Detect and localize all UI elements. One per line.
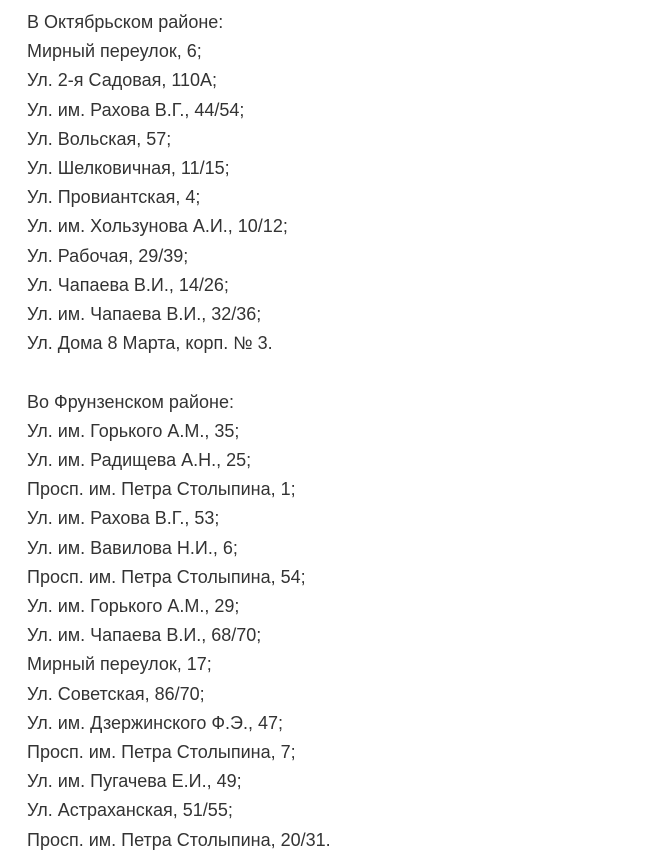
district-section bbox=[27, 8, 331, 358]
address-item: Мирный переулок, 17; bbox=[27, 654, 212, 675]
address-item: Ул. им. Рахова В.Г., 53; bbox=[27, 508, 220, 529]
address-item: Ул. им. Вавилова Н.И., 6; bbox=[27, 537, 238, 558]
address-item: Ул. им. Пугачева Е.И., 49; bbox=[27, 771, 242, 792]
address-item: Мирный переулок, 6; bbox=[27, 41, 202, 62]
address-item: Ул. Шелковичная, 11/15; bbox=[27, 158, 230, 179]
address-item: Ул. им. Рахова В.Г., 44/54; bbox=[27, 99, 245, 120]
address-item: Просп. им. Петра Столыпина, 1; bbox=[27, 479, 296, 500]
address-item: Ул. им. Горького А.М., 35; bbox=[27, 420, 240, 441]
district-heading: Во Фрунзенском районе: bbox=[27, 391, 234, 412]
address-item: Ул. им. Горького А.М., 29; bbox=[27, 596, 240, 617]
address-item: Просп. им. Петра Столыпина, 54; bbox=[27, 566, 306, 587]
district-heading: В Октябрьском районе: bbox=[27, 12, 224, 32]
address-item: Просп. им. Петра Столыпина, 7; bbox=[27, 742, 296, 763]
address-item: Ул. им. Хользунова А.И., 10/12; bbox=[27, 216, 288, 237]
address-item: Ул. Дома 8 Марта, корп. № 3. bbox=[27, 333, 273, 354]
address-item: Ул. им. Радищева А.Н., 25; bbox=[27, 450, 252, 471]
address-item: Ул. Советская, 86/70; bbox=[27, 683, 205, 704]
address-item: Ул. Чапаева В.И., 14/26; bbox=[27, 274, 229, 295]
address-item: Ул. им. Дзержинского Ф.Э., 47; bbox=[27, 712, 283, 733]
address-item: Ул. им. Чапаева В.И., 68/70; bbox=[27, 625, 262, 646]
address-item: Ул. 2-я Садовая, 110А; bbox=[27, 70, 218, 91]
address-item: Ул. им. Чапаева В.И., 32/36; bbox=[27, 304, 262, 325]
address-item: Ул. Провиантская, 4; bbox=[27, 187, 201, 208]
district-section bbox=[27, 388, 331, 855]
address-item: Ул. Вольская, 57; bbox=[27, 128, 172, 149]
address-item: Просп. им. Петра Столыпина, 20/31. bbox=[27, 829, 331, 850]
section-spacer bbox=[27, 358, 331, 387]
address-item: Ул. Рабочая, 29/39; bbox=[27, 245, 189, 266]
address-item: Ул. Астраханская, 51/55; bbox=[27, 800, 233, 821]
address-document bbox=[27, 8, 331, 855]
